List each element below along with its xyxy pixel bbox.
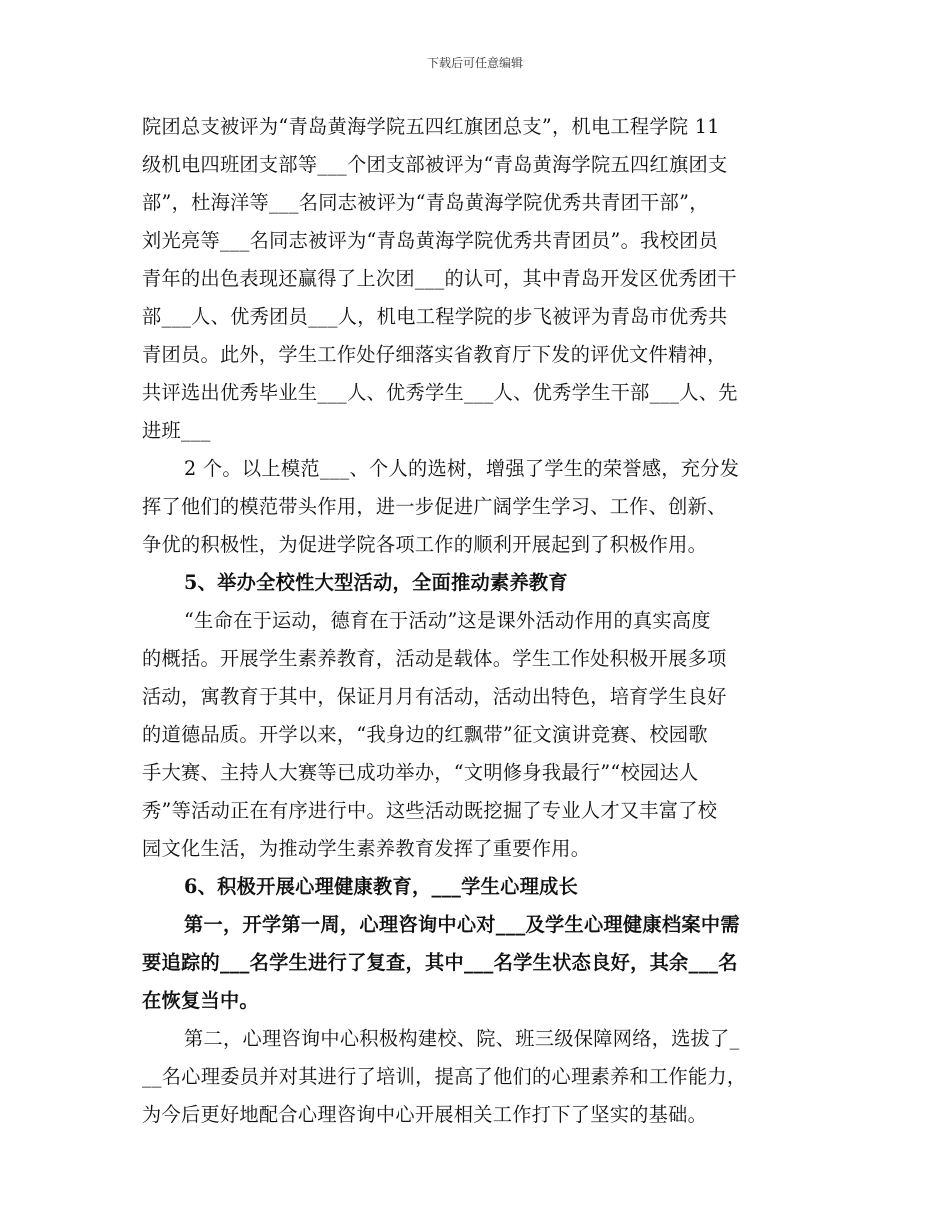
heading-line: 5、举办全校性大型活动，全面推动素养教育 xyxy=(184,571,568,594)
section-heading-5 xyxy=(142,564,812,602)
document-body xyxy=(142,108,812,1134)
text-line: 共评选出优秀毕业生___人、优秀学生___人、优秀学生干部___人、先 xyxy=(142,381,738,404)
paragraph-3 xyxy=(142,602,812,868)
text-line: 青团员。此外，学生工作处仔细落实省教育厅下发的评优文件精神， xyxy=(142,343,727,366)
section-heading-6 xyxy=(142,868,812,906)
text-line: 青年的出色表现还赢得了上次团___的认可，其中青岛开发区优秀团干 xyxy=(142,267,737,290)
text-line: 争优的积极性，为促进学院各项工作的顺利开展起到了积极作用。 xyxy=(142,533,708,556)
text-line: 的道德品质。开学以来，“我身边的红飘带”征文演讲竞赛、校园歌 xyxy=(142,723,708,746)
text-line: 院团总支被评为“青岛黄海学院五四红旗团总支”，机电工程学院 11 xyxy=(142,115,720,138)
text-line: 活动，寓教育于其中，保证月月有活动，活动出特色，培育学生良好 xyxy=(142,685,727,708)
paragraph-1 xyxy=(142,108,812,450)
text-line: 挥了他们的模范带头作用，进一步促进广阔学生学习、工作、创新、 xyxy=(142,495,727,518)
heading-line: 6、积极开展心理健康教育，___学生心理成长 xyxy=(184,875,579,898)
text-line: 进班___ xyxy=(142,419,211,442)
text-line: 要追踪的___名学生进行了复查，其中___名学生状态良好，其余___名 xyxy=(142,951,738,974)
paragraph-2 xyxy=(142,450,812,564)
text-line: 刘光亮等___名同志被评为“青岛黄海学院优秀共青团员”。我校团员 xyxy=(142,229,719,252)
text-line: __名心理委员并对其进行了培训，提高了他们的心理素养和工作能力， xyxy=(142,1065,747,1088)
page-header: 下载后可任意编辑 xyxy=(426,56,523,70)
text-line: 部___人、优秀团员___人，机电工程学院的步飞被评为青岛市优秀共 xyxy=(142,305,728,328)
text-line: 第二，心理咨询中心积极构建校、院、班三级保障网络，选拔了_ xyxy=(184,1027,740,1050)
text-line: 的概括。开展学生素养教育，活动是载体。学生工作处积极开展多项 xyxy=(142,647,727,670)
paragraph-5 xyxy=(142,1020,812,1134)
text-line: “生命在于运动，德育在于活动”这是课外活动作用的真实高度 xyxy=(184,609,711,632)
paragraph-4-bold xyxy=(142,906,812,1020)
text-line: 第一，开学第一周，心理咨询中心对___及学生心理健康档案中需 xyxy=(184,913,740,936)
text-line: 在恢复当中。 xyxy=(142,989,259,1012)
text-line: 秀”等活动正在有序进行中。这些活动既挖掘了专业人才又丰富了校 xyxy=(142,799,718,822)
text-line: 园文化生活，为推动学生素养教育发挥了重要作用。 xyxy=(142,837,591,860)
text-line: 部”，杜海洋等___名同志被评为“青岛黄海学院优秀共青团干部”， xyxy=(142,191,709,214)
text-line: 为今后更好地配合心理咨询中心开展相关工作打下了坚实的基础。 xyxy=(142,1103,708,1126)
text-line: 手大赛、主持人大赛等已成功举办，“文明修身我最行”“校园达人 xyxy=(142,761,699,784)
text-line: 2 个。以上模范___、个人的选树，增强了学生的荣誉感，充分发 xyxy=(184,457,740,480)
text-line: 级机电四班团支部等___个团支部被评为“青岛黄海学院五四红旗团支 xyxy=(142,153,728,176)
